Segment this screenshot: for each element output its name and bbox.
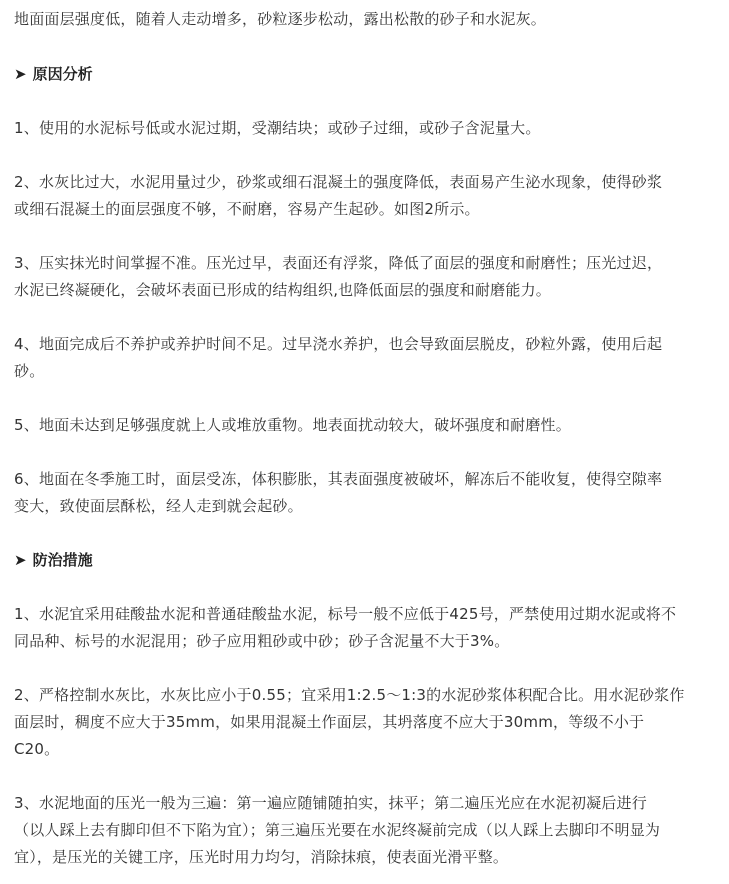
paragraph-line: 2、严格控制水灰比，水灰比应小于0.55；宜采用1:2.5～1:3的水泥砂浆体积配合比。用水泥砂浆作 (14, 686, 685, 704)
paragraph-line: 6、地面在冬季施工时，面层受冻，体积膨胀，其表面强度被破坏，解冻后不能收复，使得空隙率 (14, 470, 663, 488)
measure-item-1 (14, 601, 676, 655)
section-heading-prevention (14, 547, 93, 574)
section-heading-cause (14, 61, 93, 88)
arrow-icon: ➤ (14, 65, 27, 83)
paragraph-line: 3、压实抹光时间掌握不准。压光过早，表面还有浮浆，降低了面层的强度和耐磨性；压光过迟， (14, 254, 663, 272)
cause-item-1 (14, 115, 541, 142)
paragraph-line: （以人踩上去有脚印但不下陷为宜）；第三遍压光要在水泥终凝前完成（以人踩上去脚印不明显为 (14, 821, 661, 839)
arrow-icon: ➤ (14, 551, 27, 569)
paragraph-line: 4、地面完成后不养护或养护时间不足。过早浇水养护，也会导致面层脱皮，砂粒外露，使用后起 (14, 335, 663, 353)
paragraph-line: 水泥已终凝硬化，会破坏表面已形成的结构组织,也降低面层的强度和耐磨能力。 (14, 281, 551, 299)
cause-item-2 (14, 169, 662, 223)
measure-item-2 (14, 682, 685, 763)
cause-item-5 (14, 412, 571, 439)
paragraph-line: 1、使用的水泥标号低或水泥过期，受潮结块；或砂子过细，或砂子含泥量大。 (14, 119, 541, 137)
paragraph-line: 或细石混凝土的面层强度不够，不耐磨，容易产生起砂。如图2所示。 (14, 200, 480, 218)
paragraph-line: 变大，致使面层酥松，经人走到就会起砂。 (14, 497, 303, 515)
section-title: 防治措施 (32, 551, 93, 569)
cause-item-3 (14, 250, 662, 304)
intro-line: 地面面层强度低，随着人走动增多，砂粒逐步松动，露出松散的砂子和水泥灰。 (14, 10, 547, 28)
paragraph-line: 砂。 (14, 362, 45, 380)
paragraph-line: 2、水灰比过大，水泥用量过少，砂浆或细石混凝土的强度降低，表面易产生泌水现象，使得砂浆 (14, 173, 663, 191)
paragraph-line: C20。 (14, 740, 60, 758)
paragraph-line: 3、水泥地面的压光一般为三遍：第一遍应随铺随拍实，抹平；第二遍压光应在水泥初凝后进行 (14, 794, 647, 812)
paragraph-line: 同品种、标号的水泥混用；砂子应用粗砂或中砂；砂子含泥量不大于3%。 (14, 632, 510, 650)
paragraph-line: 面层时，稠度不应大于35mm，如果用混凝土作面层，其坍落度不应大于30mm，等级不小于 (14, 713, 645, 731)
paragraph-line: 1、水泥宜采用硅酸盐水泥和普通硅酸盐水泥，标号一般不应低于425号，严禁使用过期水泥或将不 (14, 605, 677, 623)
cause-item-4 (14, 331, 662, 385)
paragraph-line: 宜），是压光的关键工序，压光时用力均匀，消除抹痕，使表面光滑平整。 (14, 848, 509, 866)
cause-item-6 (14, 466, 662, 520)
intro-paragraph (14, 6, 546, 33)
paragraph-line: 5、地面未达到足够强度就上人或堆放重物。地表面扰动较大，破坏强度和耐磨性。 (14, 416, 571, 434)
section-title: 原因分析 (32, 65, 93, 83)
measure-item-3 (14, 790, 660, 871)
